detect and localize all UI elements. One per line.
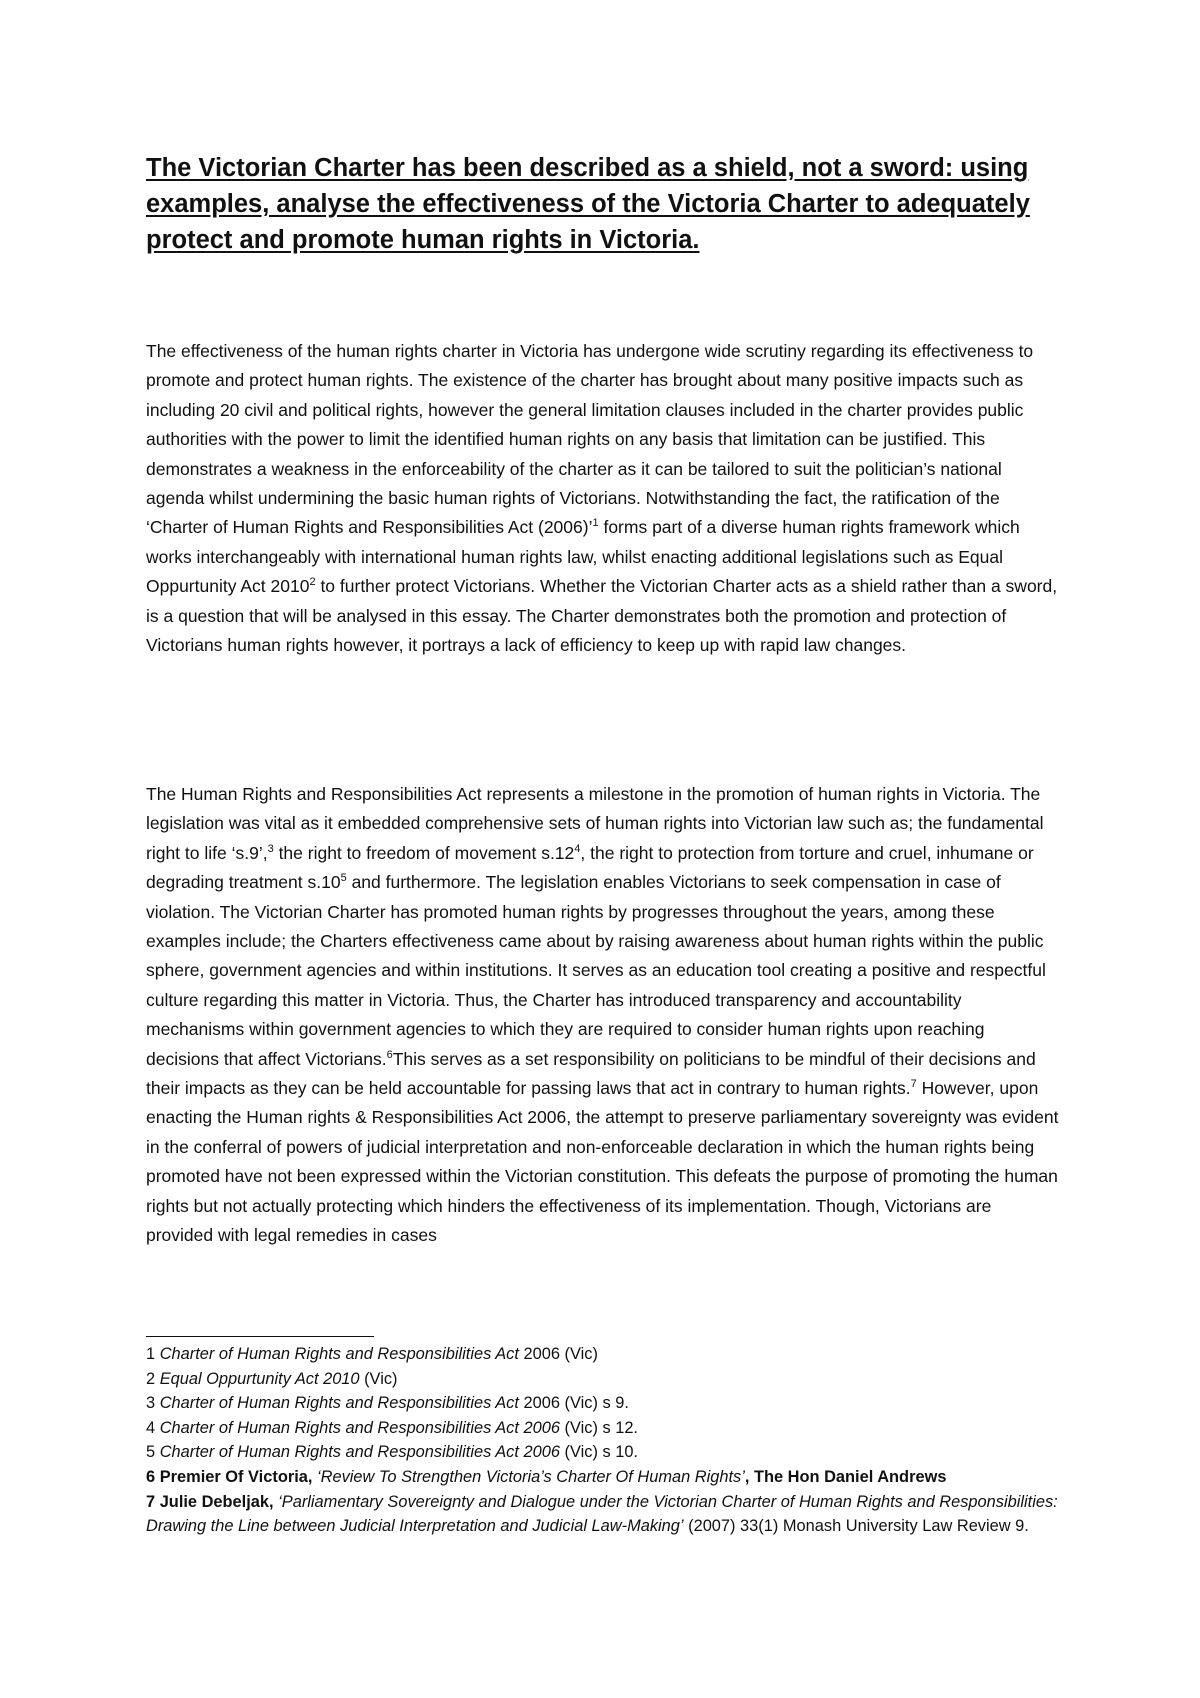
text-run: the right to freedom of movement s.12 (273, 842, 575, 863)
footnote-title: Charter of Human Rights and Responsibilities Act (159, 1345, 519, 1363)
text-run: The effectiveness of the human rights charter in Victoria has undergone wide scrutiny regarding its effectiveness to promote and protect human rights. The existence of the charter has brought about many positive impacts such as including 20 civil and political rights, however the general limitation clauses included in the charter provides public authorities with the power to limit the identified human rights on any basis that limitation can be justified. This demonstrates a weakness in the enforceability of the charter as it can be tailored to suit the politician’s national agenda whilst undermining the basic human rights of Victorians. Notwithstanding the fact, the ratification of the ‘Charter of Human Rights and Responsibilities Act (2006)’ (146, 341, 1034, 538)
footnote-ref-1[interactable]: 1 (592, 517, 599, 530)
footnotes-section (146, 1342, 1066, 1539)
footnote-author: Premier Of Victoria, (159, 1467, 317, 1486)
footnote-separator (146, 1336, 374, 1337)
text-run: to further protect Victorians. Whether the Victorian Charter acts as a shield rather than a sword, is a question that will be analysed in this essay. The Charter demonstrates both the promotion and protection of Victorians human rights however, it portrays a lack of efficiency to keep up with rapid law changes. (146, 576, 1058, 656)
footnote-7 (146, 1490, 1066, 1539)
paragraph-text (146, 780, 1061, 1251)
footnote-title: Charter of Human Rights and Responsibilities Act 2006 (159, 1443, 560, 1462)
footnote-number: 5 (146, 1443, 156, 1462)
footnote-title: Equal Oppurtunity Act 2010 (159, 1369, 360, 1388)
footnote-rest: (Vic) s 12. (559, 1418, 638, 1437)
footnote-number: 6 (146, 1467, 156, 1486)
footnote-ref-7[interactable]: 7 (910, 1078, 917, 1091)
text-run: and furthermore. The legislation enables Victorians to seek compensation in case of violation. The Victorian Charter has promoted human rights by progresses throughout the years, among these examples include; the Charters effectiveness came about by raising awareness about human rights within the public sphere, government agencies and within institutions. It serves as an education tool creating a positive and respectful culture regarding this matter in Victoria. Thus, the Charter has introduced transparency and accountability mechanisms within government agencies to which they are required to consider human rights upon reaching decisions that affect Victorians. (146, 872, 1046, 1069)
footnote-title: Charter of Human Rights and Responsibilities Act (159, 1394, 519, 1413)
footnote-2 (146, 1367, 1066, 1392)
footnote-rest: (2007) 33(1) Monash University Law Review 9. (683, 1517, 1029, 1536)
footnote-5 (146, 1440, 1066, 1465)
paragraph-text (146, 337, 1061, 660)
footnote-3 (146, 1391, 1066, 1416)
footnote-number: 3 (146, 1394, 156, 1413)
footnote-number: 7 (146, 1492, 156, 1511)
footnote-rest: , The Hon Daniel Andrews (744, 1467, 947, 1486)
footnote-6 (146, 1465, 1066, 1490)
footnote-rest: 2006 (Vic) s 9. (518, 1394, 629, 1413)
paragraph-introduction (146, 337, 1061, 660)
footnote-ref-5[interactable]: 5 (340, 872, 347, 885)
footnote-rest: 2006 (Vic) (518, 1345, 598, 1363)
footnote-author: Julie Debeljak, (159, 1492, 279, 1511)
text-run: , the right to protection from torture and cruel, inhumane or degrading treatment s.10 (146, 842, 1034, 893)
footnote-rest: (Vic) (359, 1369, 398, 1388)
footnote-rest: (Vic) s 10. (559, 1443, 638, 1462)
footnote-ref-2[interactable]: 2 (309, 576, 316, 589)
text-run: This serves as a set responsibility on politicians to be mindful of their decisions and their impacts as they can be held accountable for passing laws that act in contrary to human rights. (146, 1048, 1036, 1099)
footnote-number: 2 (146, 1369, 156, 1388)
footnote-ref-3[interactable]: 3 (267, 842, 274, 855)
footnote-1 (146, 1342, 1066, 1367)
text-run: The Human Rights and Responsibilities Act represents a milestone in the promotion of human rights in Victoria. The legislation was vital as it embedded comprehensive sets of human rights into Victorian law such as; the fundamental right to life ‘s.9’, (146, 784, 1044, 863)
essay-title: The Victorian Charter has been described as a shield, not a sword: using examples, analyse the effectiveness of the Victoria Charter to adequately protect and promote human rights in Victoria. (146, 154, 1030, 254)
footnote-number: 1 (146, 1345, 156, 1363)
footnote-title: Charter of Human Rights and Responsibilities Act 2006 (159, 1418, 560, 1437)
footnote-number: 4 (146, 1418, 156, 1437)
footnote-ref-6[interactable]: 6 (386, 1048, 393, 1061)
footnote-4 (146, 1416, 1066, 1441)
text-run: However, upon enacting the Human rights & Responsibilities Act 2006, the attempt to preserve parliamentary sovereignty was evident in the conferral of powers of judicial interpretation and non-enforceable declaration in which the human rights being promoted have not been expressed within the Victorian constitution. This defeats the purpose of promoting the human rights but not actually protecting which hinders the effectiveness of its implementation. Though, Victorians are provided with legal remedies in cases (146, 1078, 1059, 1246)
footnote-title: ‘Parliamentary Sovereignty and Dialogue under the Victorian Charter of Human Rights and Responsibilities: Drawing the Line between Judicial Interpretation and Judicial Law-Making’ (146, 1492, 1058, 1536)
text-run: forms part of a diverse human rights framework which works interchangeably with international human rights law, whilst enacting additional legislations such as Equal Oppurtunity Act 2010 (146, 517, 1020, 597)
paragraph-body (146, 780, 1061, 1251)
footnote-ref-4[interactable]: 4 (574, 842, 581, 855)
footnote-title: ‘Review To Strengthen Victoria’s Charter Of Human Rights’ (316, 1467, 745, 1486)
